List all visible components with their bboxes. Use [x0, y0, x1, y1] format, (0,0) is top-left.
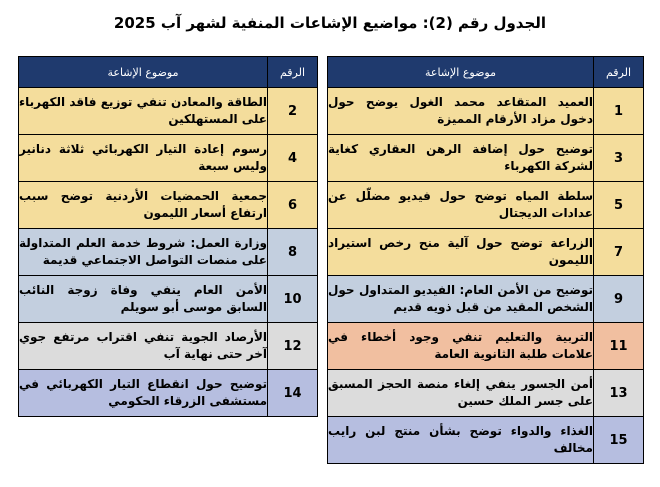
row-number: 12 — [268, 323, 318, 370]
rumor-topic: أمن الجسور ينفي إلغاء منصة الحجز المسبق على جسر الملك حسين — [328, 370, 594, 417]
rumor-topic: الأمن العام ينفي وفاة زوجة النائب السابق موسى أبو سويلم — [19, 276, 268, 323]
col-header-num: الرقم — [594, 57, 644, 88]
row-number: 14 — [268, 370, 318, 417]
col-header-topic: موضوع الإشاعة — [328, 57, 594, 88]
rumors-table — [18, 56, 644, 464]
table-row — [19, 182, 644, 229]
row-number: 2 — [268, 88, 318, 135]
rumor-topic: توضيح حول انقطاع التيار الكهربائي في مستشفى الزرقاء الحكومي — [19, 370, 268, 417]
rumor-topic: الطاقة والمعادن تنفي توزيع فاقد الكهرباء على المستهلكين — [19, 88, 268, 135]
table-row — [19, 276, 644, 323]
row-number: 8 — [268, 229, 318, 276]
row-number: 11 — [594, 323, 644, 370]
rumor-topic: رسوم إعادة التيار الكهربائي ثلاثة دنانير وليس سبعة — [19, 135, 268, 182]
rumor-topic: العميد المتقاعد محمد الغول يوضح حول دخول مزاد الأرقام المميزة — [328, 88, 594, 135]
row-number: 6 — [268, 182, 318, 229]
row-number: 4 — [268, 135, 318, 182]
table-row — [19, 323, 644, 370]
header-row — [19, 57, 644, 88]
table-row — [19, 135, 644, 182]
row-number: 5 — [594, 182, 644, 229]
col-header-num: الرقم — [268, 57, 318, 88]
rumor-topic: وزارة العمل: شروط خدمة العلم المتداولة على منصات التواصل الاجتماعي قديمة — [19, 229, 268, 276]
table-title: الجدول رقم (2): مواضيع الإشاعات المنفية لشهر آب 2025 — [113, 14, 547, 32]
row-number: 3 — [594, 135, 644, 182]
row-number: 13 — [594, 370, 644, 417]
rumor-topic: جمعية الحمضيات الأردنية توضح سبب ارتفاع أسعار الليمون — [19, 182, 268, 229]
rumor-topic: الأرصاد الجوية تنفي اقتراب مرتفع جوي آخر حتى نهاية آب — [19, 323, 268, 370]
table-row — [19, 229, 644, 276]
row-number: 1 — [594, 88, 644, 135]
row-number: 10 — [268, 276, 318, 323]
row-number: 15 — [594, 417, 644, 464]
row-number: 7 — [594, 229, 644, 276]
rumor-topic: الزراعة توضح حول آلية منح رخص استيراد الليمون — [328, 229, 594, 276]
row-number: 9 — [594, 276, 644, 323]
table-row — [19, 370, 644, 417]
rumor-topic: توضيح من الأمن العام: الفيديو المتداول حول الشخص المقيد من قبل ذويه قديم — [328, 276, 594, 323]
rumor-topic: سلطة المياه توضح حول فيديو مضلّل عن عدادات الديجتال — [328, 182, 594, 229]
rumor-topic: التربية والتعليم تنفي وجود أخطاء في علامات طلبة الثانوية العامة — [328, 323, 594, 370]
table-row — [19, 417, 644, 464]
rumor-topic: الغذاء والدواء توضح بشأن منتج لبن رايب مخالف — [328, 417, 594, 464]
rumor-topic: توضيح حول إضافة الرهن العقاري كغاية لشركة الكهرباء — [328, 135, 594, 182]
col-header-topic: موضوع الإشاعة — [19, 57, 268, 88]
table-row — [19, 88, 644, 135]
